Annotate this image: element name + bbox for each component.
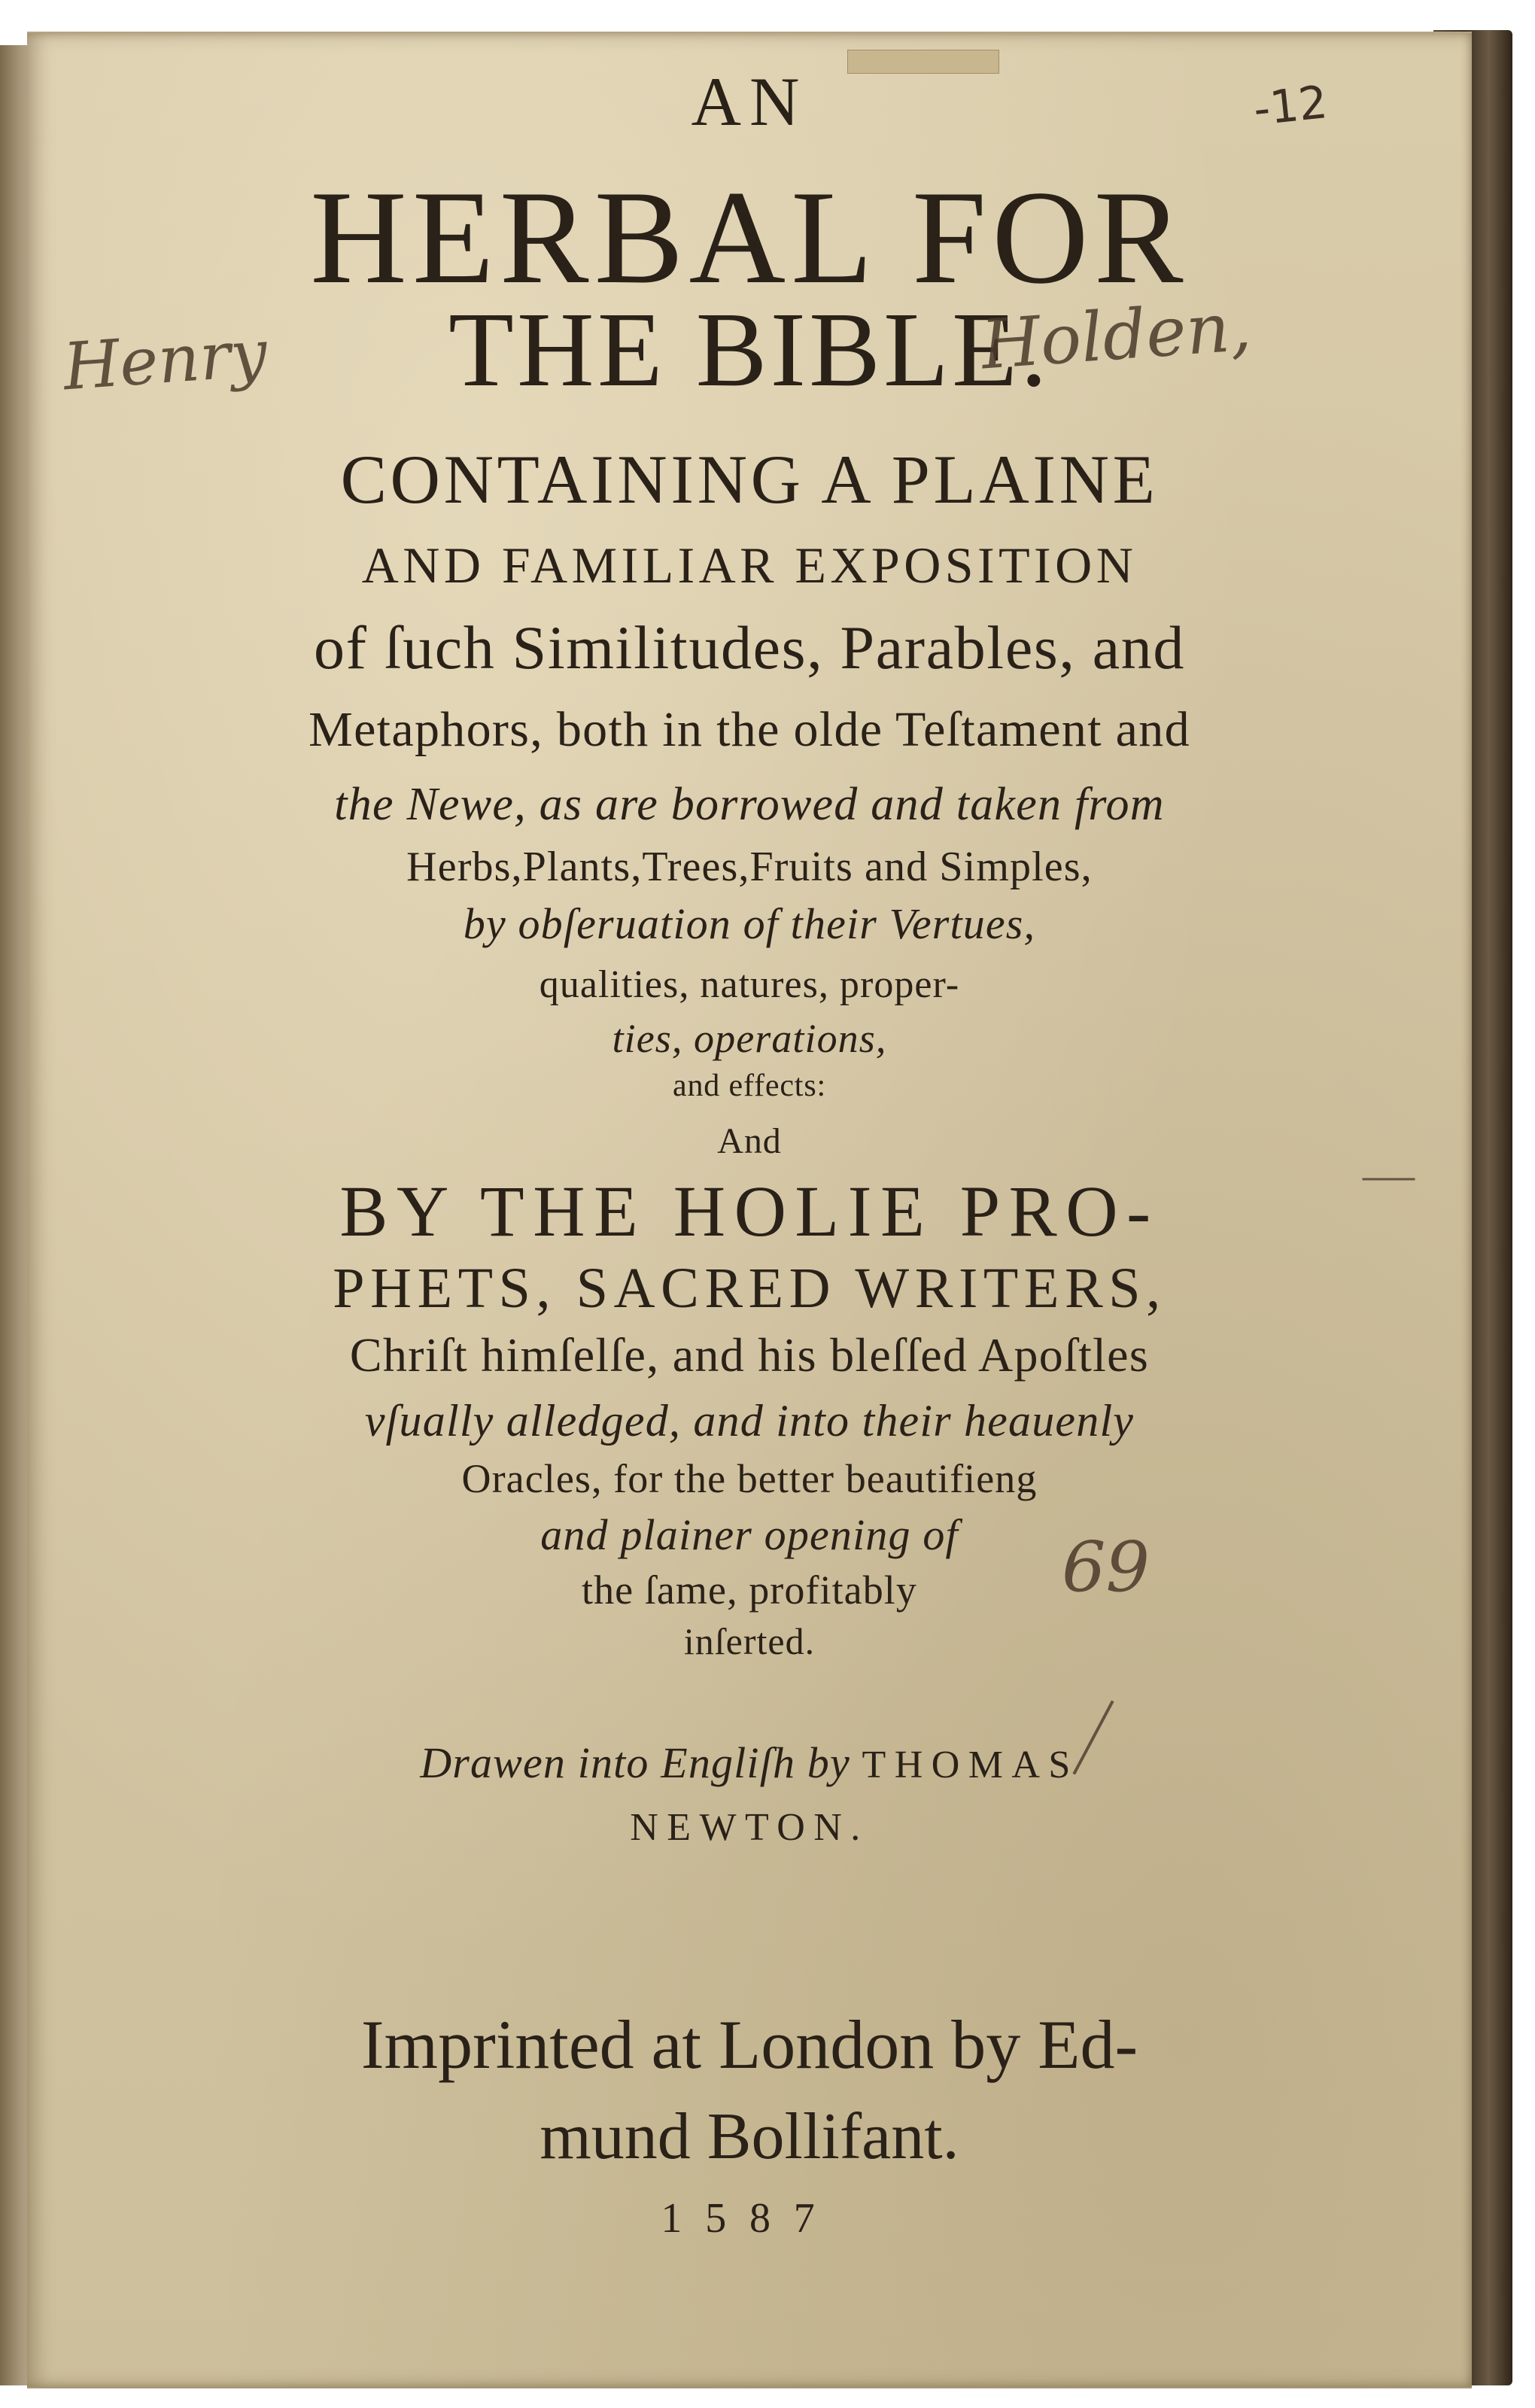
subtitle-and-effects: and effects: [672,1069,827,1103]
handwritten-holden: Holden, [978,287,1254,385]
title-herbal-for: HERBAL FOR [310,163,1189,312]
subtitle-oracles: Oracles, for the better beautifieng [461,1456,1038,1501]
margin-number: 69 [1062,1527,1150,1607]
title-the-bible: THE BIBLE. [448,290,1050,409]
subtitle-the-newe: the Newe, as are borrowed and taken from [334,779,1165,830]
subtitle-ties: ties, operations, [612,1016,887,1061]
subtitle-and-familiar: AND FAMILIAR EXPOSITION [361,537,1138,594]
subtitle-of-such: of ſuch Similitudes, Parables, and [313,613,1186,682]
imprint-year: 1587 [661,2195,838,2242]
subtitle-christ: Chriſt himſelſe, and his bleſſed Apoſtles [349,1328,1150,1382]
subtitle-and: And [717,1121,782,1161]
title-page [27,32,1472,2388]
translator-drawen: Drawen into Engliſh by [420,1738,850,1787]
margin-dash [1363,1178,1415,1181]
translator-line [27,1738,1472,1788]
subtitle-by-the-holie: BY THE HOLIE PRO- [339,1171,1160,1251]
subtitle-herbs: Herbs,Plants,Trees,Fruits and Simples, [406,844,1093,890]
translator-thomas: THOMAS [862,1744,1079,1786]
imprint-line-1: Imprinted at London by Ed- [360,2006,1138,2083]
subtitle-vsually: vſually alledged, and into their heauenly [364,1396,1135,1446]
subtitle-qualities: qualities, natures, proper- [539,963,960,1006]
imprint-line-2: mund Bollifant. [540,2100,959,2173]
subtitle-by-obseruation: by obſeruation of their Vertues, [463,899,1036,948]
subtitle-inserted: inſerted. [683,1620,816,1662]
subtitle-metaphors: Metaphors, both in the olde Teſtament and [309,702,1190,757]
subtitle-the-same: the ſame, profitably [582,1567,917,1613]
subtitle-phets: PHETS, SACRED WRITERS, [333,1257,1166,1320]
subtitle-containing: CONTAINING A PLAINE [340,441,1159,518]
subtitle-and-plainer: and plainer opening of [540,1510,959,1559]
title-an: AN [691,63,808,140]
translator-newton: NEWTON. [630,1806,869,1849]
corner-number: -12 [1251,76,1330,136]
handwritten-henry: Henry [60,315,270,406]
